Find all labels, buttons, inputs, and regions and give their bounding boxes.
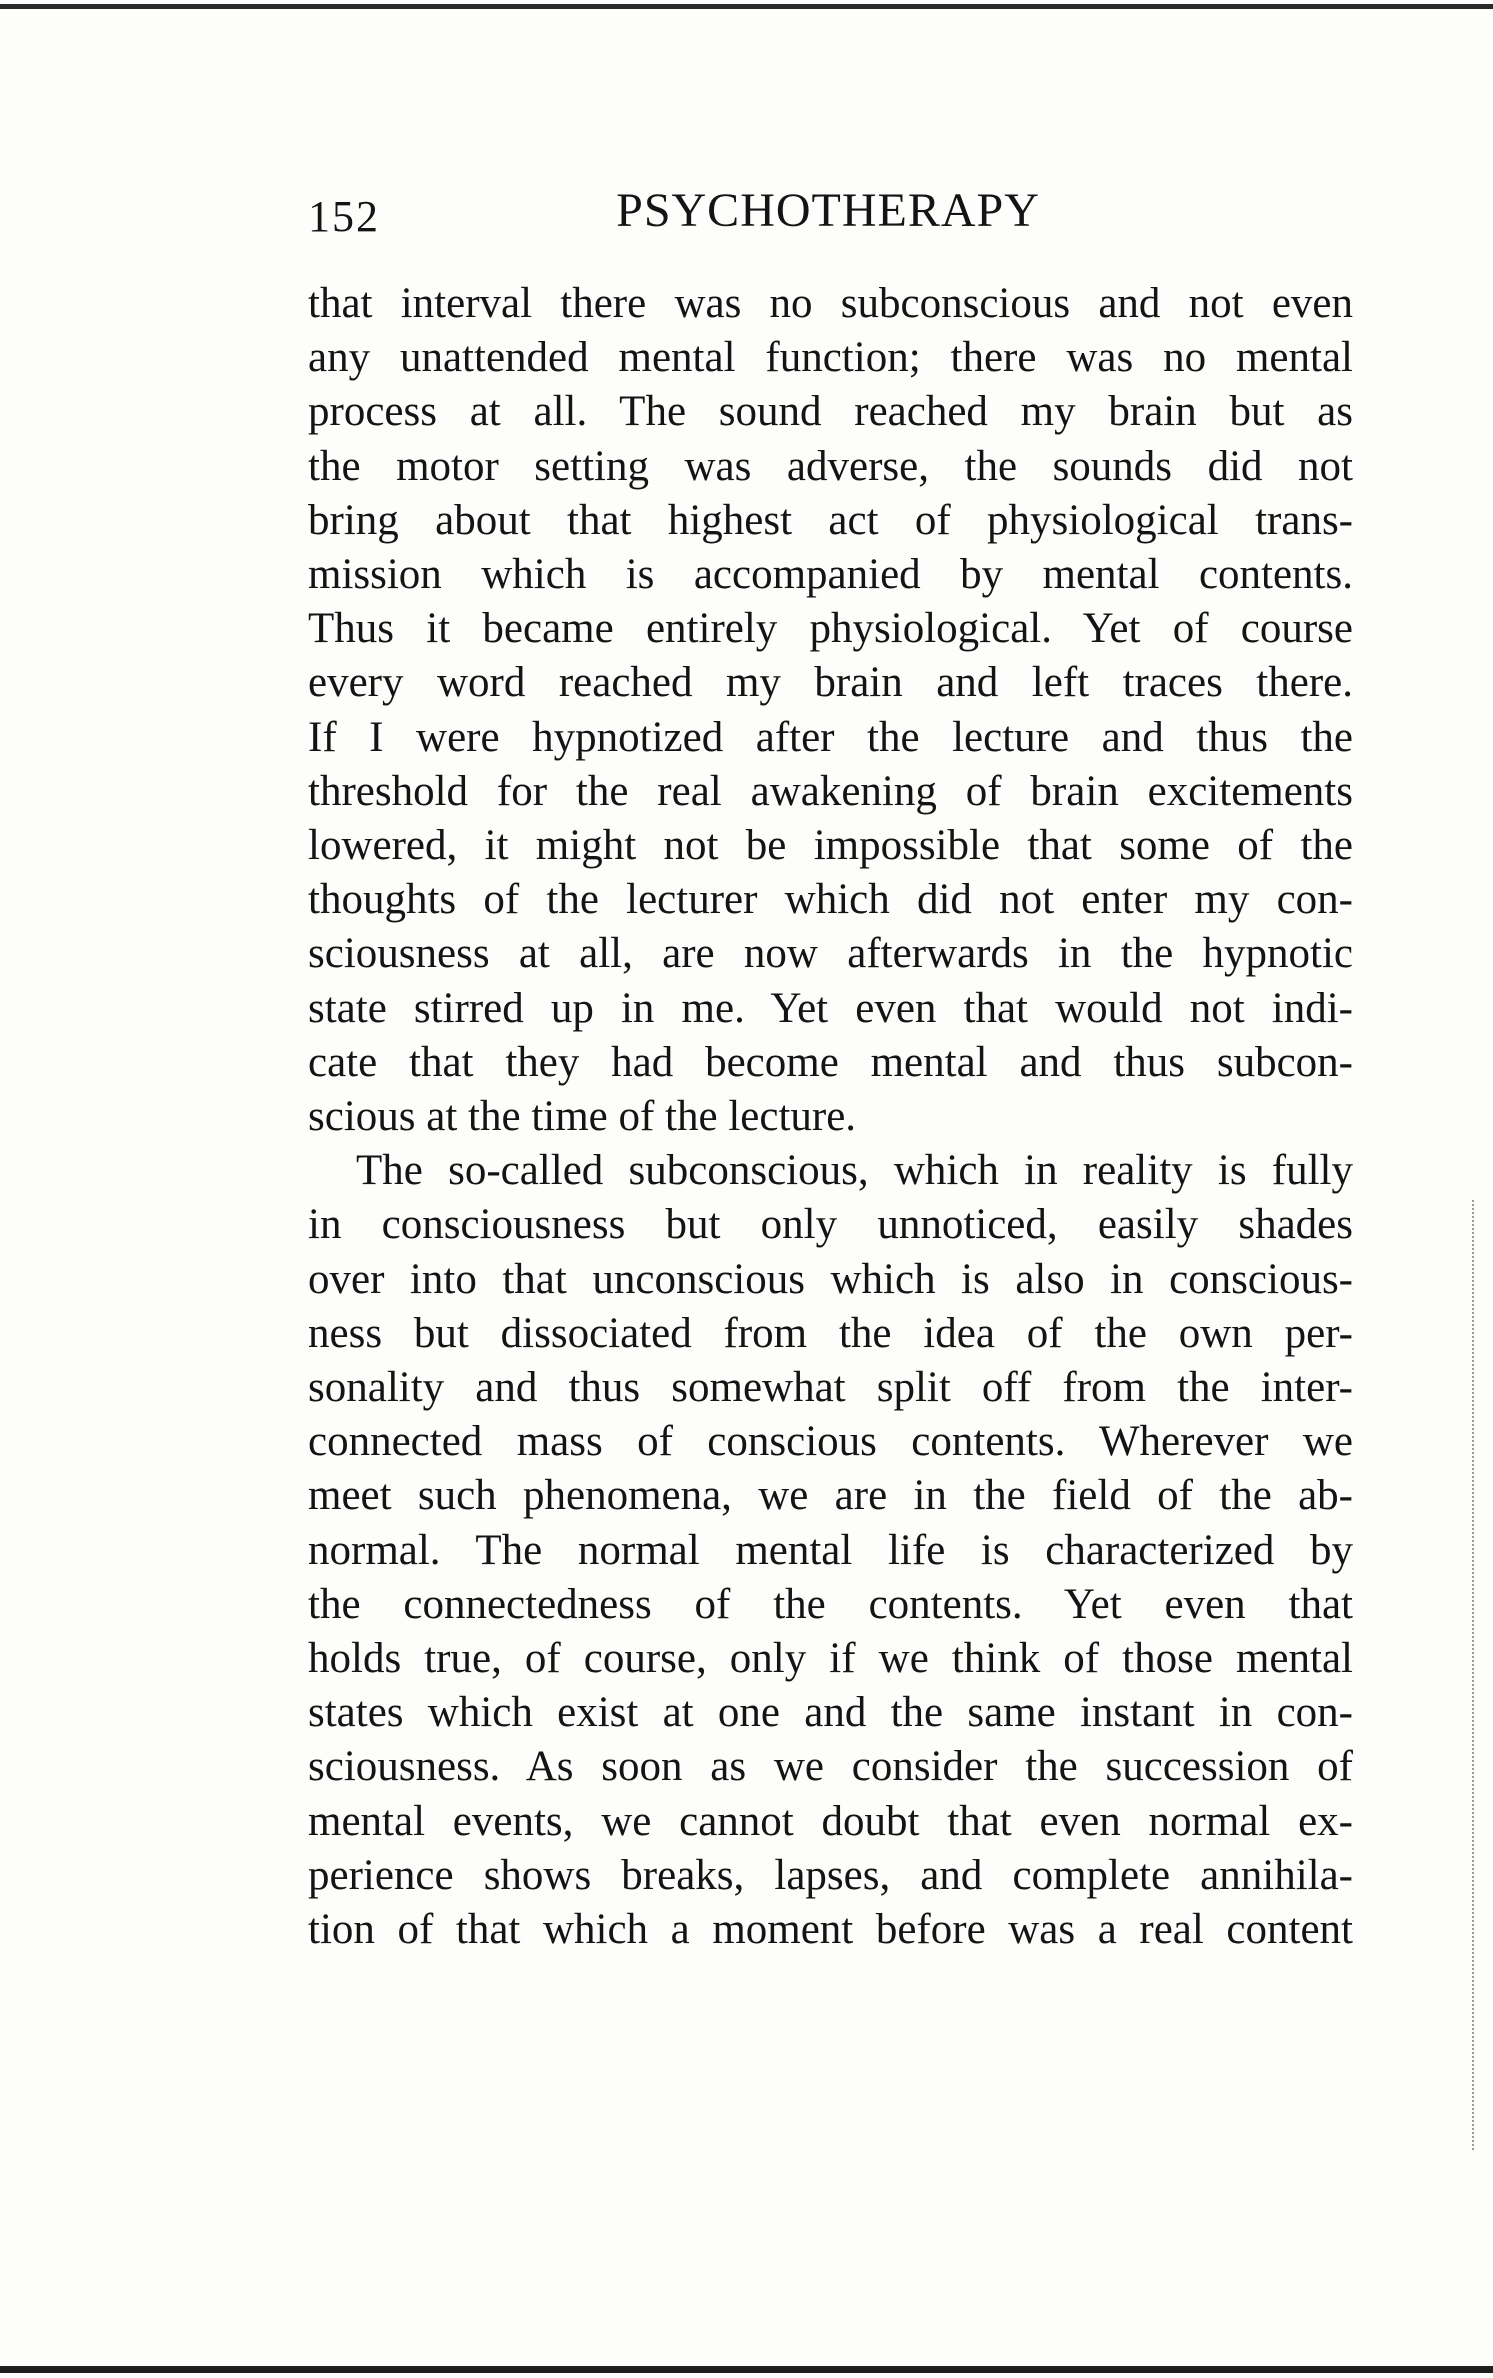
text-line: holds true, of course, only if we think of those mental (308, 1635, 1353, 1683)
text-line: states which exist at one and the same instant in con- (308, 1689, 1353, 1737)
text-line: every word reached my brain and left traces there. (308, 659, 1353, 707)
text-line: mental events, we cannot doubt that even normal ex- (308, 1797, 1353, 1845)
top-edge-rule (0, 4, 1493, 9)
running-head-title: PSYCHOTHERAPY (616, 184, 1040, 237)
paragraph (308, 277, 1353, 1144)
text-line: that interval there was no subconscious and not even (308, 280, 1353, 327)
text-line: connected mass of conscious contents. Wherever we (308, 1418, 1353, 1466)
text-line: in consciousness but only unnoticed, easily shades (308, 1201, 1353, 1249)
text-line: mission which is accompanied by mental contents. (308, 551, 1353, 599)
text-line: normal. The normal mental life is characterized by (308, 1526, 1353, 1574)
text-line: ness but dissociated from the idea of the own per- (308, 1309, 1353, 1357)
text-line: scious at the time of the lecture. (308, 1093, 857, 1141)
body-text (308, 277, 1353, 1957)
text-line: thoughts of the lecturer which did not enter my con- (308, 876, 1353, 924)
text-line: If I were hypnotized after the lecture and thus the (308, 713, 1353, 761)
text-line: tion of that which a moment before was a real content (308, 1906, 1353, 1954)
paragraph (308, 1144, 1353, 1957)
text-line: the motor setting was adverse, the sounds did not (308, 442, 1353, 490)
page-edge-speckle (1472, 1200, 1478, 2150)
text-line: The so-called subconscious, which in reality is fully (356, 1147, 1353, 1195)
text-line: lowered, it might not be impossible that some of the (308, 822, 1353, 870)
text-line: sciousness. As soon as we consider the succession of (308, 1743, 1353, 1791)
text-line: threshold for the real awakening of brain excitements (308, 767, 1353, 815)
text-line: over into that unconscious which is also in conscious- (308, 1255, 1353, 1303)
text-line: bring about that highest act of physiological trans- (308, 496, 1353, 544)
text-line: perience shows breaks, lapses, and complete annihila- (308, 1851, 1353, 1899)
text-line: the connectedness of the contents. Yet even that (308, 1580, 1353, 1628)
bottom-edge-rule (0, 2366, 1493, 2373)
text-line: sonality and thus somewhat split off from the inter- (308, 1364, 1353, 1412)
running-head (308, 183, 1348, 253)
page-number: 152 (308, 192, 380, 241)
text-line: cate that they had become mental and thus subcon- (308, 1038, 1353, 1086)
text-line: Thus it became entirely physiological. Yet of course (308, 605, 1353, 653)
text-line: meet such phenomena, we are in the field of the ab- (308, 1472, 1353, 1520)
text-line: sciousness at all, are now afterwards in the hypnotic (308, 930, 1353, 978)
text-line: process at all. The sound reached my brain but as (308, 388, 1353, 436)
text-line: state stirred up in me. Yet even that would not indi- (308, 984, 1353, 1032)
text-line: any unattended mental function; there was no mental (308, 334, 1353, 382)
